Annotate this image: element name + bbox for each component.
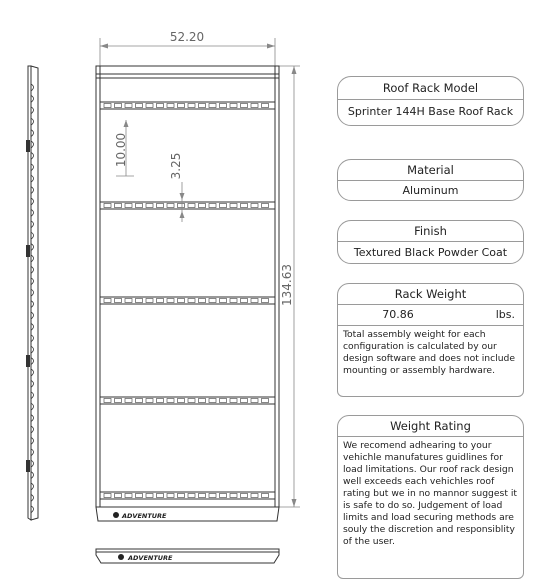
material-panel <box>337 159 524 201</box>
rack-frame <box>96 66 279 507</box>
finish-label: Finish <box>338 221 523 242</box>
weight-label: Rack Weight <box>338 284 523 305</box>
weight-rating-note: We recomend adhearing to your vehichle manufatures guidlines for load limitations. Our roof rack design well exceeds each vehichles roof rating but we in no mannor suggest it is safe to do so. Judgement of load limits and load securing methods are souly the discretion and responsiblity of the user. <box>343 440 517 547</box>
rib-spacing-label: 10.00 <box>114 132 128 168</box>
brand-mark-icon <box>118 554 124 560</box>
crossbar <box>100 397 275 404</box>
weight-rating-panel <box>337 415 524 579</box>
crossbar <box>100 297 275 304</box>
weight-panel <box>337 283 524 397</box>
rib-gap-label: 3.25 <box>169 152 183 180</box>
height-dimension-label: 134.63 <box>280 264 294 306</box>
brand-mark-icon <box>113 512 119 518</box>
crossbar <box>100 102 275 109</box>
crossbar <box>100 202 275 209</box>
width-dimension-label: 52.20 <box>169 30 205 44</box>
side-profile-view <box>26 66 38 520</box>
weight-note: Total assembly weight for each configuration is calculated by our design software and does not include mounting or assembly hardware. <box>343 329 516 376</box>
material-label: Material <box>338 160 523 181</box>
finish-panel <box>337 220 524 264</box>
model-value: Sprinter 144H Base Roof Rack <box>347 105 514 118</box>
weight-row <box>338 305 523 326</box>
fairing-brand-logo: ADVENTURE <box>122 512 167 520</box>
finish-value: Textured Black Powder Coat <box>353 246 508 259</box>
weight-value: 70.86 <box>382 308 414 321</box>
material-value: Aluminum <box>402 184 459 197</box>
fairing-view-brand-logo: ADVENTURE <box>128 554 173 562</box>
weight-rating-label: Weight Rating <box>338 416 523 437</box>
crossbar <box>100 492 275 499</box>
weight-unit: lbs. <box>495 308 515 321</box>
model-panel <box>337 76 524 126</box>
model-label: Roof Rack Model <box>338 77 523 100</box>
